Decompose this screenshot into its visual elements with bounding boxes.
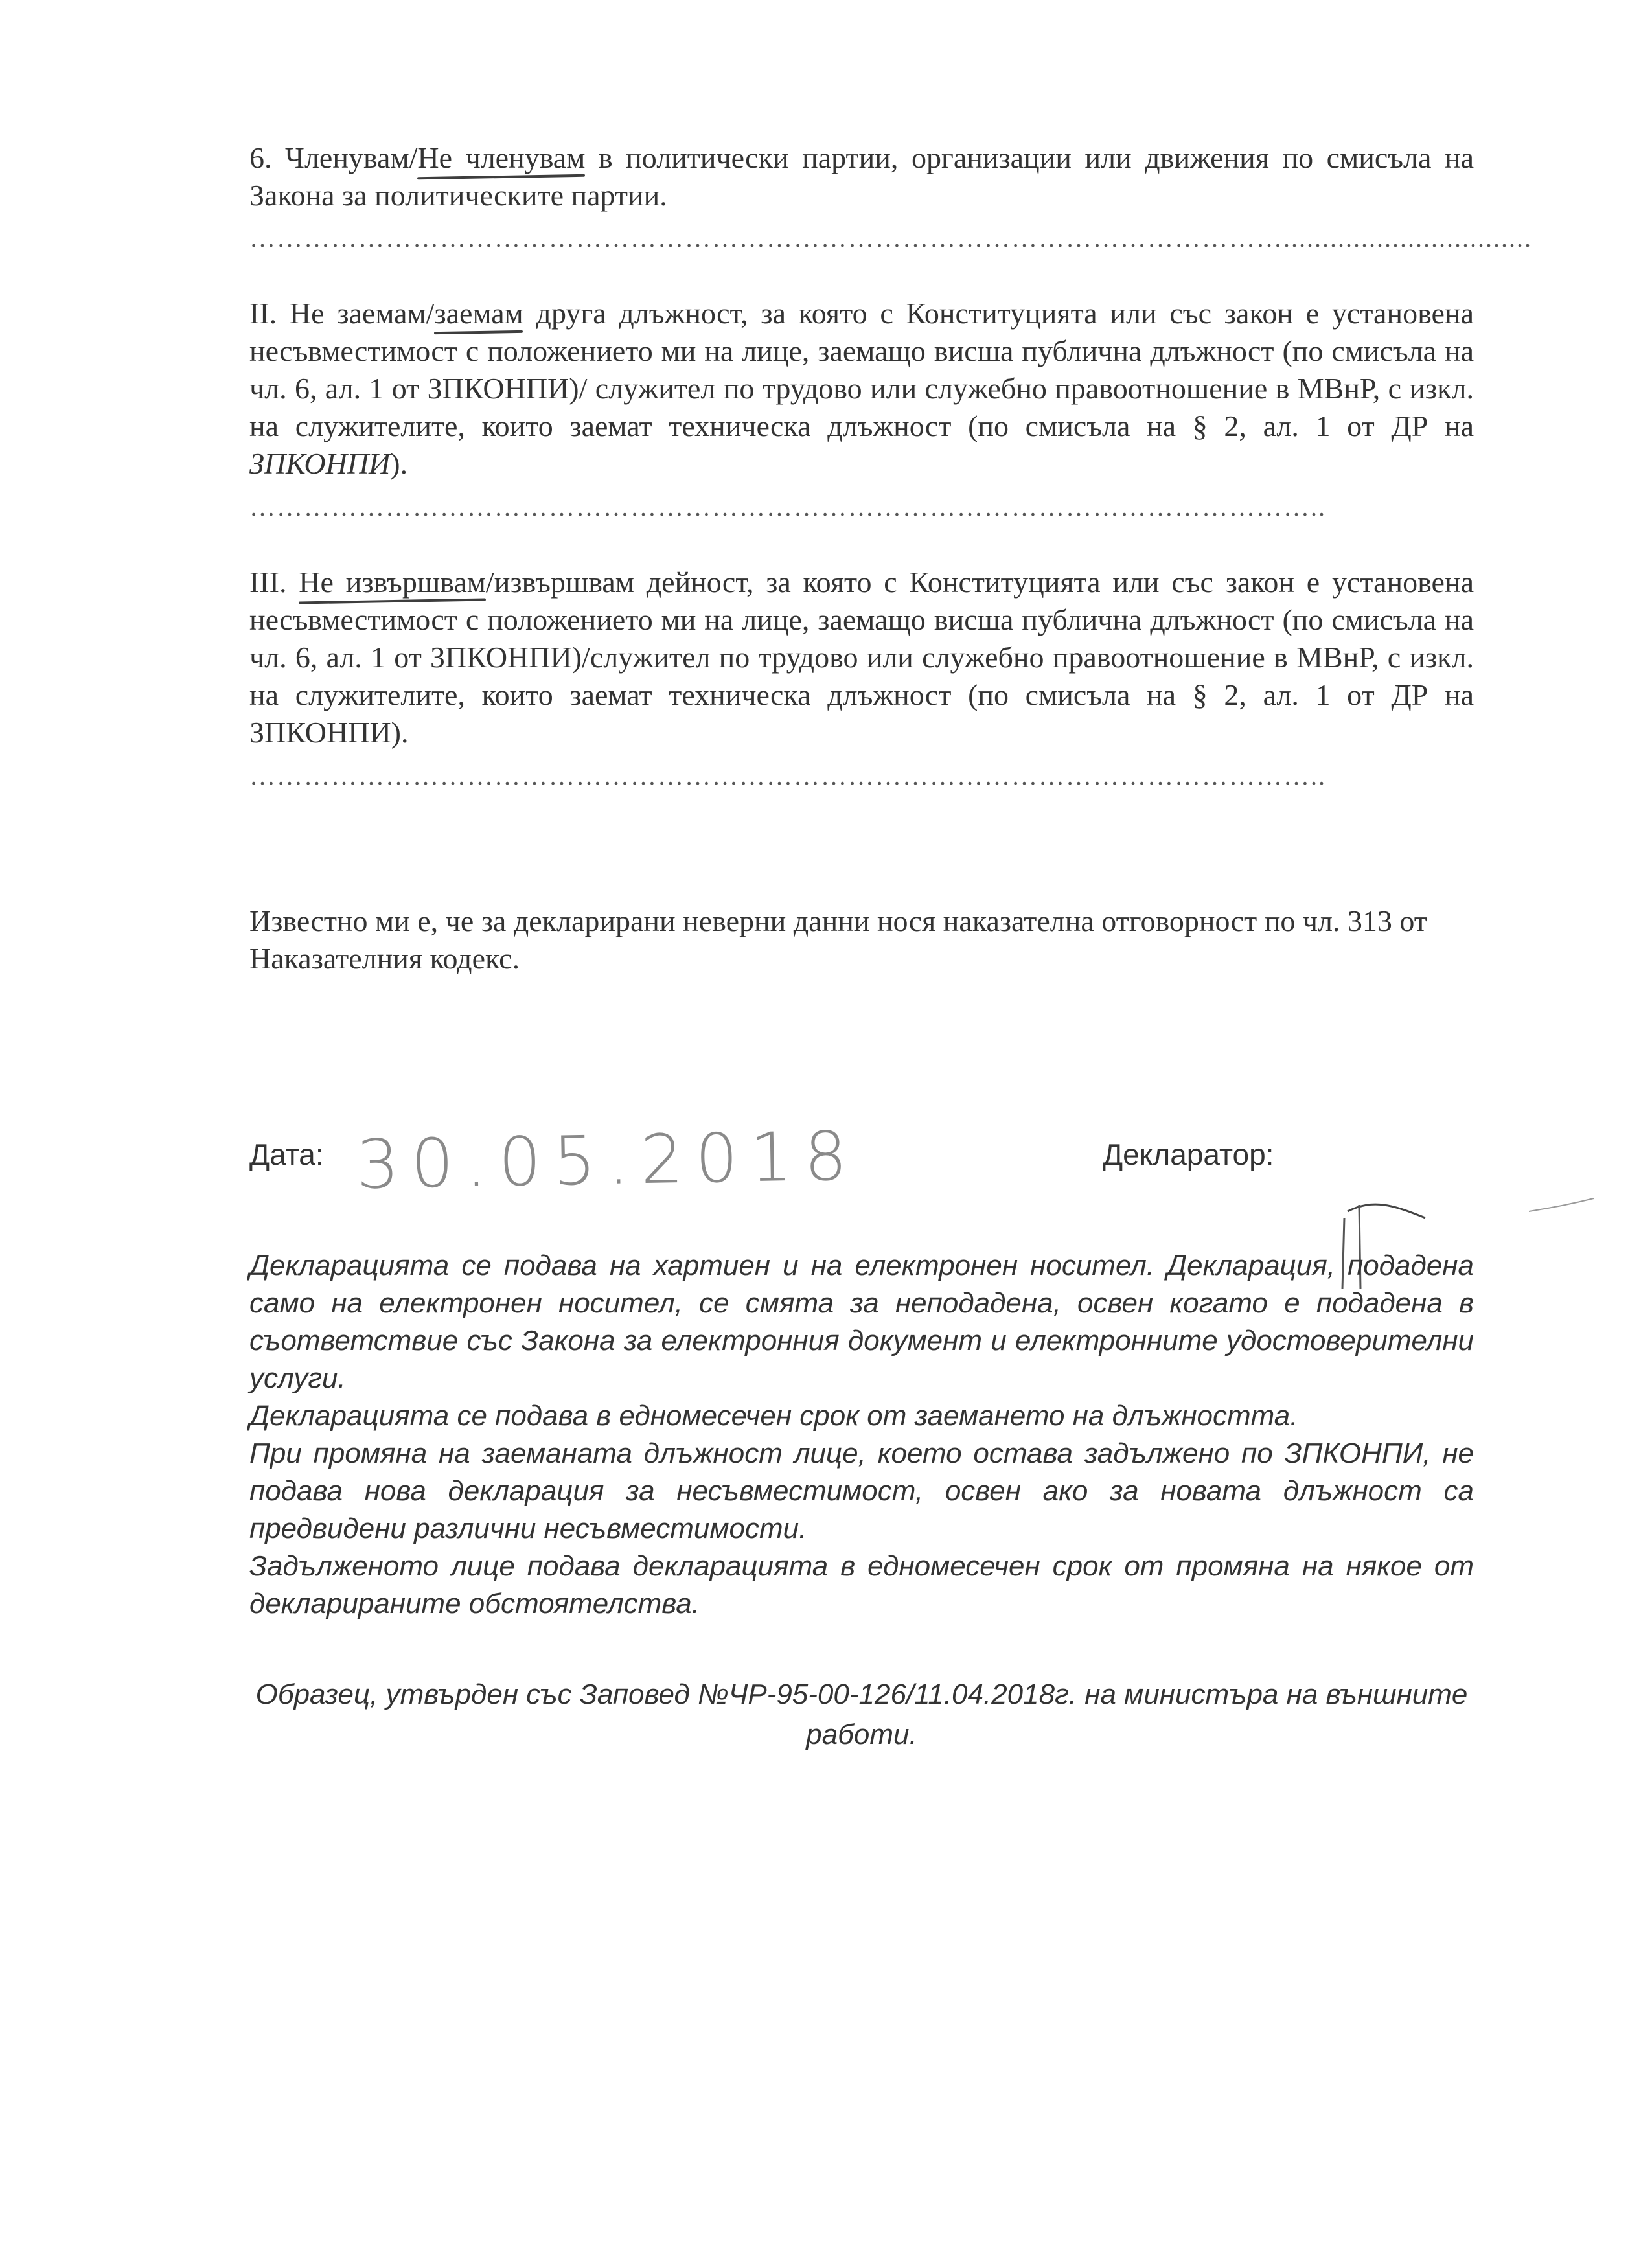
section-2-dotted-line: ……………………………………………………………………………………………………….. bbox=[249, 492, 1326, 521]
section-2-rest-italic: ЗПКОНПИ bbox=[249, 447, 391, 480]
section-3-text bbox=[249, 564, 1474, 751]
section-2-prefix: II. Не заемам/ bbox=[249, 297, 435, 330]
filing-notes bbox=[249, 1247, 1474, 1623]
section-3-rest: /извършвам дейност, за която с Конституцията или със закон е установена несъвместимост с положението ми на лице, заемащо висша публична длъжност (по смисъла на чл. 6, ал. 1 от ЗПКОНПИ)/служител по трудово или служебно правоотношение в МВнР, с изкл. на служителите, които заемат техническа длъжност (по смисъла на § 2, ал. 1 от ДР на ЗПКОНПИ). bbox=[249, 566, 1474, 749]
liability-statement: Известно ми е, че за декларирани неверни данни нося наказателна отговорност по чл. 313 от Наказателния кодекс. bbox=[249, 904, 1427, 975]
note-1: Декларацията се подава на хартиен и на електронен носител. Декларация, подадена само на електронен носител, се смята за неподадена, освен когато е подадена в съответствие със Закона за електронния документ и електронните удостоверителни услуги. bbox=[249, 1250, 1474, 1394]
section-6-marked-option: Не членувам bbox=[417, 141, 586, 174]
form-approval-footer: Образец, утвърден със Заповед №ЧР-95-00-126/11.04.2018г. на министъра на външните работи. bbox=[255, 1678, 1468, 1750]
section-6-rest: в политически партии, организации или движения по смисъла на Закона за политическите партии. bbox=[249, 141, 1474, 212]
section-3-prefix: III. bbox=[249, 566, 299, 599]
section-2-rest-end: ). bbox=[390, 447, 408, 480]
section-6-prefix: 6. Членувам/ bbox=[249, 141, 418, 174]
section-2-rest: друга длъжност, за която с Конституцията или със закон е установена несъвместимост с положението ми на лице, заемащо висша публична длъжност (по смисъла на чл. 6, ал. 1 от ЗПКОНПИ)/ служител по трудово или служебно правоотношение в МВнР, с изкл. на служителите, които заемат техническа длъжност (по смисъла на § 2, ал. 1 от ДР на bbox=[249, 297, 1474, 442]
section-6-dotted-line: ……………………………………………………………………………………………………................................ bbox=[249, 223, 1532, 253]
note-2: Декларацията се подава в едномесечен срок от заемането на длъжността. bbox=[249, 1400, 1298, 1432]
section-3-marked-option: Не извършвам bbox=[299, 566, 486, 599]
date-label: Дата: bbox=[249, 1138, 324, 1171]
note-4: Задълженото лице подава декларацията в едномесечен срок от промяна на някое от декларираните обстоятелства. bbox=[249, 1550, 1474, 1620]
declarant-label: Декларатор: bbox=[1103, 1138, 1274, 1171]
section-2-marked-option: заемам bbox=[434, 297, 523, 330]
note-3: При промяна на заеманата длъжност лице, което остава задължено по ЗПКОНПИ, не подава нова декларация за несъвместимост, освен ако за новата длъжност са предвидени различни несъвместимости. bbox=[249, 1438, 1474, 1544]
redacted-signature-area bbox=[1322, 985, 1626, 1218]
section-2-text bbox=[249, 295, 1474, 483]
handwritten-date: 30.05.2018 bbox=[355, 1116, 860, 1204]
section-6-text bbox=[249, 139, 1474, 214]
section-3-dotted-line: ……………………………………………………………………………………………………….. bbox=[249, 761, 1326, 790]
